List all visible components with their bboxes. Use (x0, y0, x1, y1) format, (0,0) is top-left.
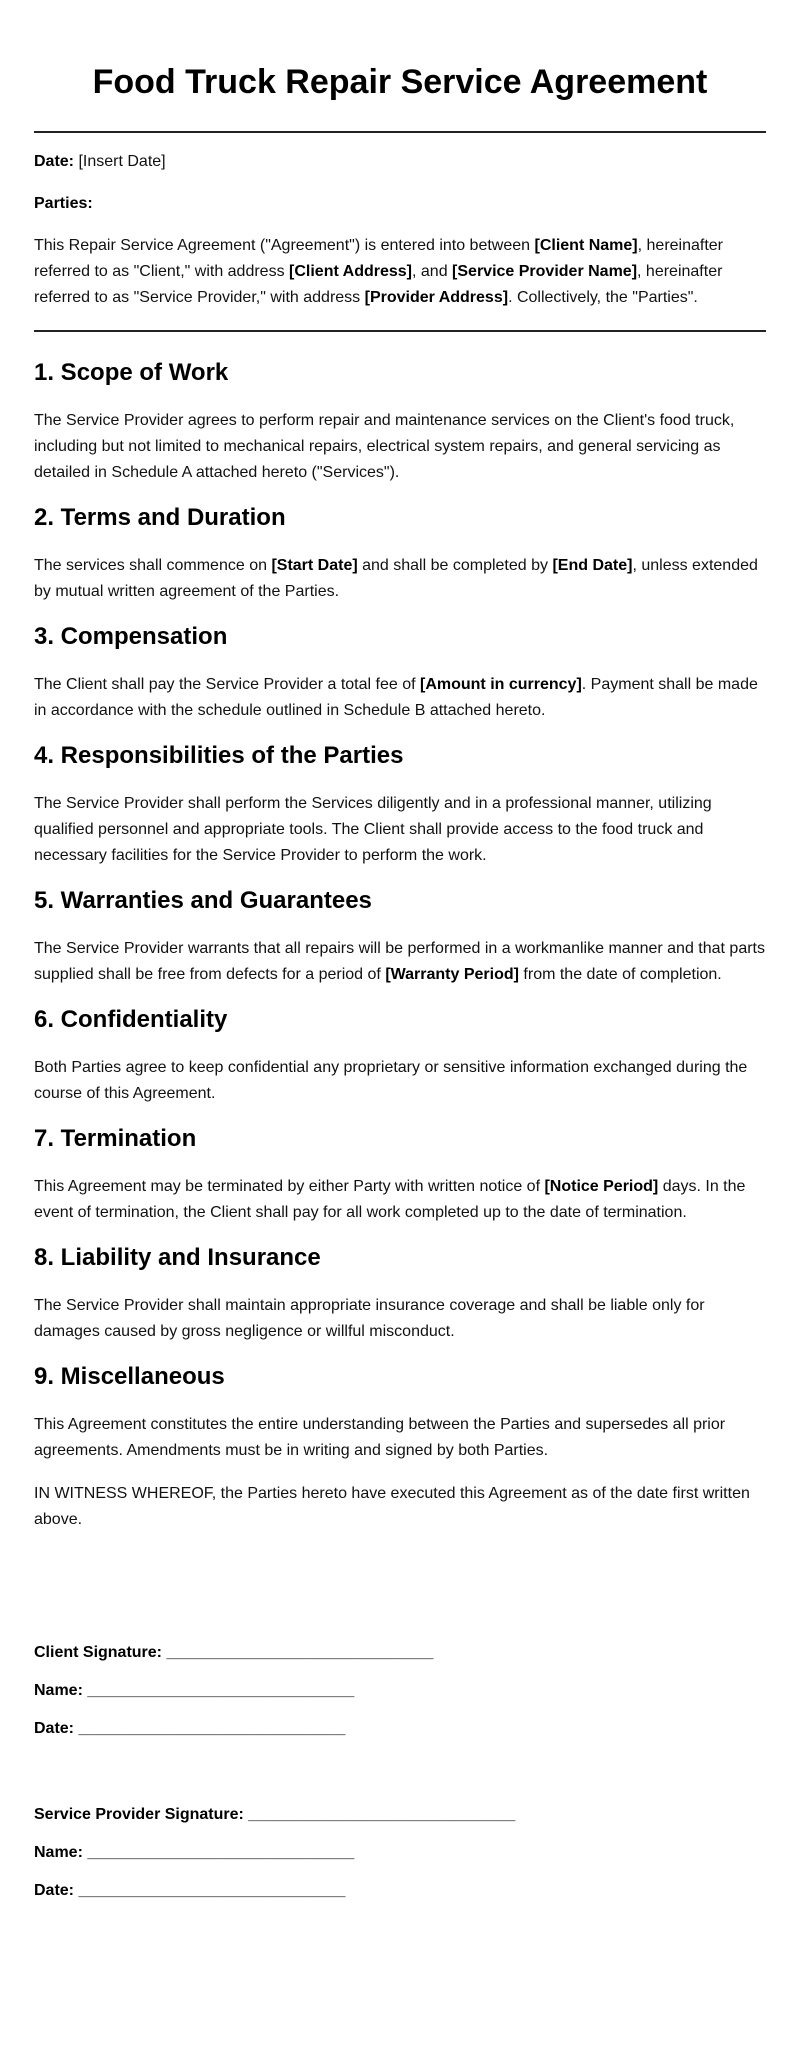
section (34, 741, 766, 869)
signature-block-client (34, 1643, 766, 1739)
sections-container (34, 358, 766, 1464)
section (34, 1243, 766, 1345)
placeholder-field: [Start Date] (271, 557, 358, 574)
parties-label: Parties: (34, 195, 93, 212)
placeholder-field: [Service Provider Name] (452, 263, 638, 280)
section-heading: 2. Terms and Duration (34, 504, 286, 531)
text-run: and shall be completed by (357, 557, 553, 574)
document-title: Food Truck Repair Service Agreement (92, 63, 708, 101)
text-run: The Service Provider shall perform the Services diligently and in a professional manner, utilizing qualified personnel and appropriate tools. The Client shall provide access to the food truck and necessary facilities for the Service Provider to perform the work. (34, 795, 712, 864)
date-line (34, 149, 766, 175)
text-run: The services shall commence on (34, 557, 272, 574)
section-body (34, 936, 766, 988)
date-label: Date: (34, 153, 75, 170)
agreement-meta (34, 133, 766, 311)
text-run: Both Parties agree to keep confidential any proprietary or sensitive information exchanged during the course of this Agreement. (34, 1059, 748, 1102)
text-run: days. In the event of termination, the Client shall pay for all work completed up to the date of termination. (34, 1178, 746, 1221)
placeholder-field: [Amount in currency] (419, 676, 582, 693)
parties-paragraph (34, 233, 766, 311)
placeholder-field: [Warranty Period] (385, 966, 519, 983)
section-heading: 8. Liability and Insurance (34, 1244, 321, 1271)
witness-text: IN WITNESS WHEREOF, the Parties hereto have executed this Agreement as of the date first written above. (34, 1485, 750, 1528)
section-body (34, 672, 766, 724)
text-run: This Repair Service Agreement ("Agreement") is entered into between (34, 237, 535, 254)
text-run: . Collectively, the "Parties". (508, 289, 698, 306)
placeholder-field: [Client Name] (534, 237, 638, 254)
placeholder-field: [Notice Period] (544, 1178, 659, 1195)
text-run: , unless extended by mutual written agreement of the Parties. (34, 557, 758, 600)
text-run: , hereinafter referred to as "Client," with address (34, 237, 724, 280)
client-signature-line[interactable]: Client Signature: ______________________________ (34, 1644, 434, 1661)
section-body (34, 1293, 766, 1345)
text-run: The Client shall pay the Service Provider a total fee of (34, 676, 420, 693)
section-heading: 6. Confidentiality (34, 1006, 228, 1033)
section-body (34, 1174, 766, 1226)
section-heading: 9. Miscellaneous (34, 1363, 225, 1390)
section-heading: 5. Warranties and Guarantees (34, 887, 372, 914)
section-heading: 4. Responsibilities of the Parties (34, 742, 404, 769)
parties-line (34, 191, 766, 217)
section-body (34, 1055, 766, 1107)
section-body (34, 408, 766, 486)
section-heading: 3. Compensation (34, 623, 228, 650)
section (34, 1124, 766, 1226)
text-run: The Service Provider agrees to perform repair and maintenance services on the Client's food truck, including but not limited to mechanical repairs, electrical system repairs, and general servicing as detailed in Schedule A attached hereto ("Services"). (34, 412, 735, 481)
section (34, 1362, 766, 1464)
text-run: . Payment shall be made in accordance with the schedule outlined in Schedule B attached hereto. (34, 676, 758, 719)
section-body (34, 1412, 766, 1464)
signature-block-provider (34, 1805, 766, 1901)
placeholder-field: [End Date] (552, 557, 633, 574)
section (34, 358, 766, 486)
text-run: This Agreement constitutes the entire understanding between the Parties and supersedes all prior agreements. Amendments must be in writing and signed by both Parties. (34, 1416, 726, 1459)
text-run: , hereinafter referred to as "Service Provider," with address (34, 263, 723, 306)
text-run: , and (412, 263, 453, 280)
placeholder-field: [Provider Address] (364, 289, 509, 306)
section-body (34, 791, 766, 869)
provider-name-line[interactable]: Name: ______________________________ (34, 1844, 355, 1861)
section (34, 622, 766, 724)
placeholder-field: [Client Address] (289, 263, 413, 280)
provider-date-line[interactable]: Date: ______________________________ (34, 1882, 346, 1899)
client-date-line[interactable]: Date: ______________________________ (34, 1720, 346, 1737)
witness-clause (34, 1481, 766, 1533)
section (34, 886, 766, 988)
section-heading: 7. Termination (34, 1125, 197, 1152)
section-heading: 1. Scope of Work (34, 359, 229, 386)
section (34, 1005, 766, 1107)
text-run: This Agreement may be terminated by either Party with written notice of (34, 1178, 545, 1195)
section-body (34, 553, 766, 605)
text-run: from the date of completion. (518, 966, 722, 983)
section (34, 503, 766, 605)
text-run: The Service Provider shall maintain appropriate insurance coverage and shall be liable only for damages caused by gross negligence or willful misconduct. (34, 1297, 705, 1340)
provider-signature-line[interactable]: Service Provider Signature: ______________________________ (34, 1806, 516, 1823)
client-name-line[interactable]: Name: ______________________________ (34, 1682, 355, 1699)
text-run: The Service Provider warrants that all repairs will be performed in a workmanlike manner and that parts supplied shall be free from defects for a period of (34, 940, 765, 983)
date-value: [Insert Date] (78, 153, 166, 170)
parties-divider (34, 330, 766, 332)
